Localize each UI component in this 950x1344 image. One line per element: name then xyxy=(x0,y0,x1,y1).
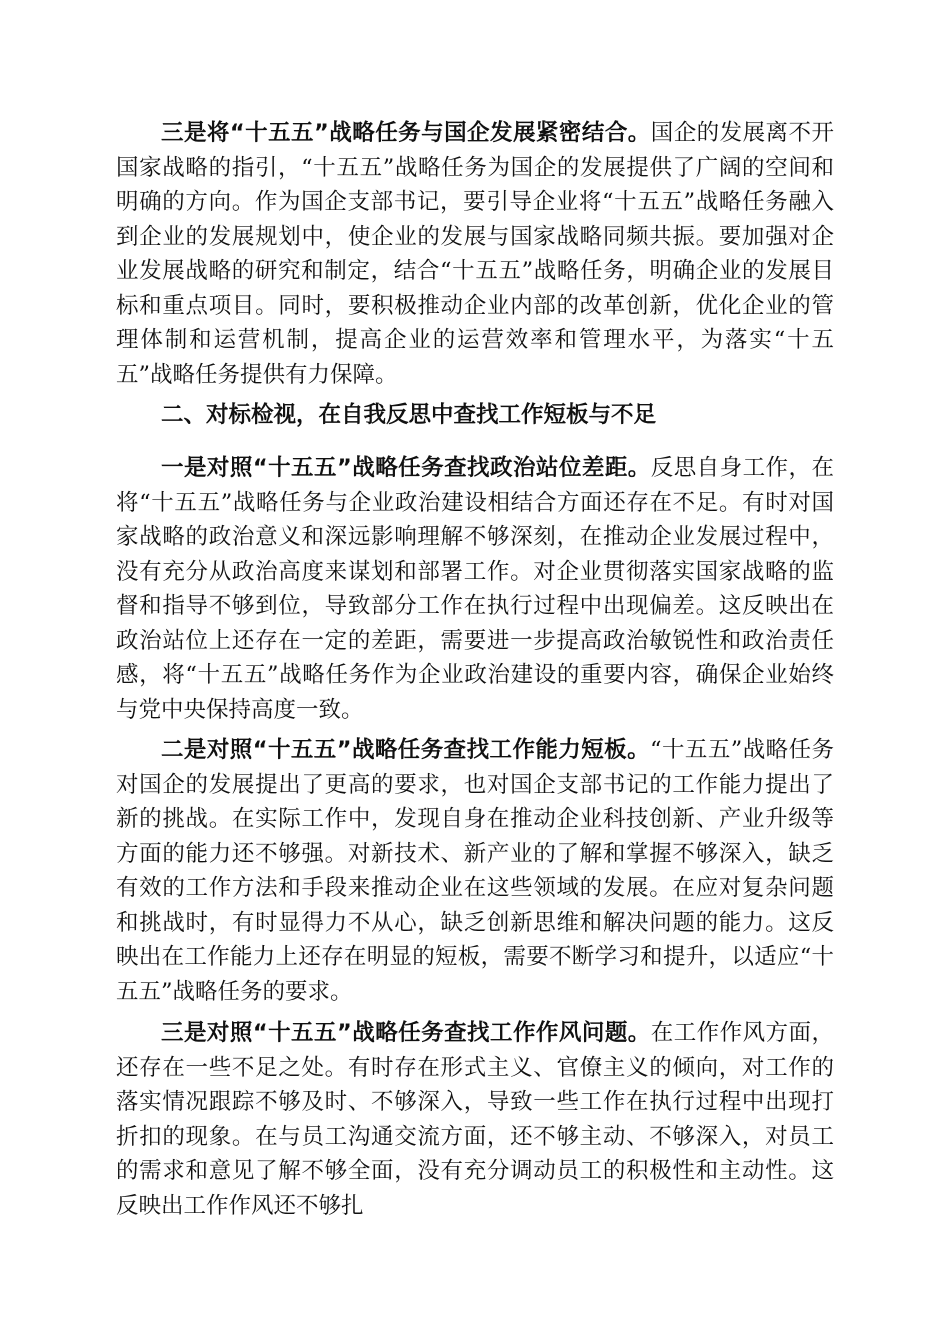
paragraph-body: “十五五”战略任务对国企的发展提出了更高的要求，也对国企支部书记的工作能力提出了新的挑战。在实际工作中，发现自身在推动企业科技创新、产业升级等方面的能力还不够强。对新技术、新产业的了解和掌握不够深入，缺乏有效的工作方法和手段来推动企业在这些领域的发展。在应对复杂问题和挑战时，有时显得力不从心，缺乏创新思维和解决问题的能力。这反映出在工作能力上还存在明显的短板，需要不断学习和提升，以适应“十五五”战略任务的要求。 xyxy=(116,737,834,1005)
paragraph-text xyxy=(116,1016,834,1223)
paragraph-text xyxy=(116,116,834,392)
paragraph-text xyxy=(116,733,834,1009)
paragraph-integration xyxy=(116,116,834,392)
paragraph-text xyxy=(116,451,834,727)
section-heading: 二、对标检视，在自我反思中查找工作短板与不足 xyxy=(161,402,657,428)
paragraph-lead: 二是对照“十五五”战略任务查找工作能力短板。 xyxy=(161,737,651,763)
paragraph-body: 反思自身工作，在将“十五五”战略任务与企业政治建设相结合方面还存在不足。有时对国家战略的政治意义和深远影响理解不够深刻，在推动企业发展过程中，没有充分从政治高度来谋划和部署工作。对企业贯彻落实国家战略的监督和指导不够到位，导致部分工作在执行过程中出现偏差。这反映出在政治站位上还存在一定的差距，需要进一步提高政治敏锐性和政治责任感，将“十五五”战略任务作为企业政治建设的重要内容，确保企业始终与党中央保持高度一致。 xyxy=(116,455,834,723)
paragraph-body: 在工作作风方面，还存在一些不足之处。有时存在形式主义、官僚主义的倾向，对工作的落实情况跟踪不够及时、不够深入，导致一些工作在执行过程中出现打折扣的现象。在与员工沟通交流方面，还不够主动、不够深入，对员工的需求和意见了解不够全面，没有充分调动员工的积极性和主动性。这反映出工作作风还不够扎 xyxy=(116,1020,834,1219)
paragraph-lead: 三是将“十五五”战略任务与国企发展紧密结合。 xyxy=(161,120,651,146)
paragraph-work-ability xyxy=(116,733,834,1009)
paragraph-lead: 一是对照“十五五”战略任务查找政治站位差距。 xyxy=(161,455,651,481)
paragraph-work-style xyxy=(116,1016,834,1223)
paragraph-political-stance xyxy=(116,451,834,727)
paragraph-body: 国企的发展离不开国家战略的指引，“十五五”战略任务为国企的发展提供了广阔的空间和明确的方向。作为国企支部书记，要引导企业将“十五五”战略任务融入到企业的发展规划中，使企业的发展与国家战略同频共振。要加强对企业发展战略的研究和制定，结合“十五五”战略任务，明确企业的发展目标和重点项目。同时，要积极推动企业内部的改革创新，优化企业的管理体制和运营机制，提高企业的运营效率和管理水平，为落实“十五五”战略任务提供有力保障。 xyxy=(116,120,834,388)
paragraph-lead: 三是对照“十五五”战略任务查找工作作风问题。 xyxy=(161,1020,651,1046)
